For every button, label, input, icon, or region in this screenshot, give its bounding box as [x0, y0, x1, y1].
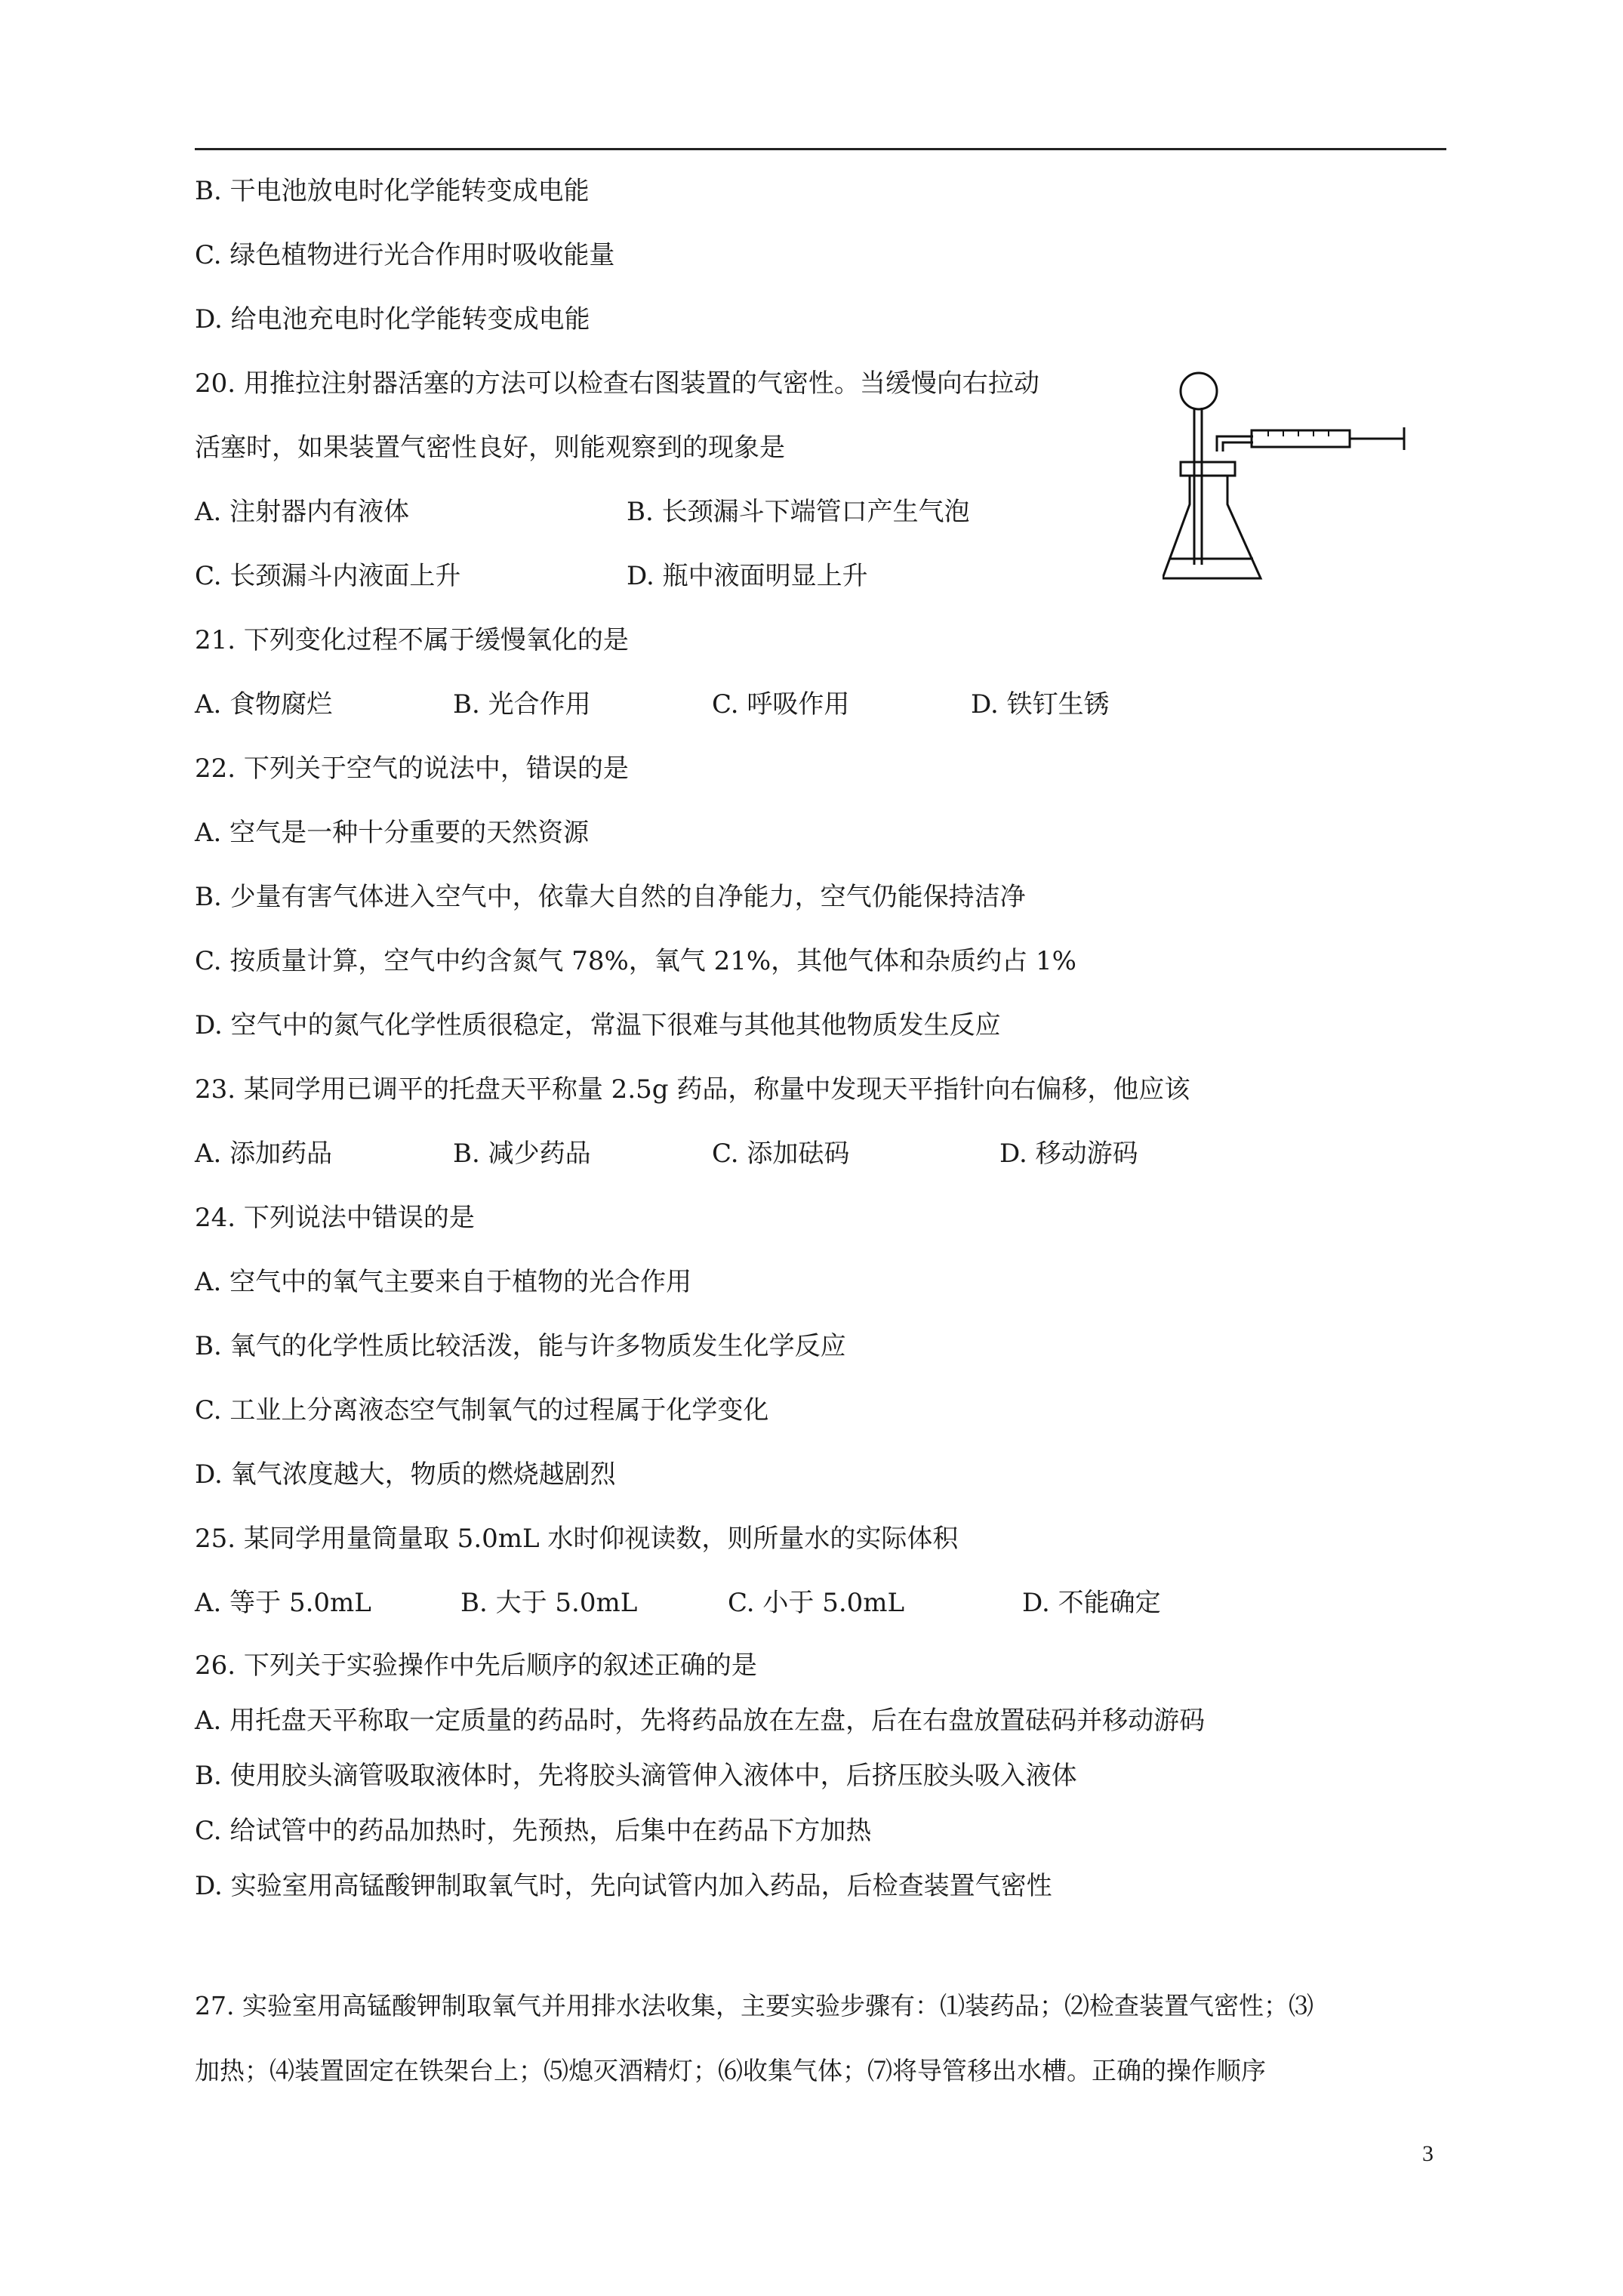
q22-option-d: D. 空气中的氮气化学性质很稳定，常温下很难与其他其他物质发生反应	[195, 1010, 1001, 1040]
q24-stem: 24. 下列说法中错误的是	[195, 1203, 475, 1233]
page-number: 3	[1422, 2141, 1434, 2166]
q19-option-c: C. 绿色植物进行光合作用时吸收能量	[195, 240, 615, 270]
q20-stem-line2: 活塞时，如果装置气密性良好，则能观察到的现象是	[195, 433, 785, 463]
q24-option-c: C. 工业上分离液态空气制氧气的过程属于化学变化	[195, 1395, 769, 1425]
q25-option-c: C. 小于 5.0mL	[728, 1588, 905, 1618]
q24-option-b: B. 氧气的化学性质比较活泼，能与许多物质发生化学反应	[195, 1331, 846, 1361]
q27-stem-line1: 27. 实验室用高锰酸钾制取氧气并用排水法收集，主要实验步骤有：⑴装药品；⑵检查装置气密性；⑶	[195, 1991, 1313, 2020]
q21-option-d: D. 铁钉生锈	[971, 689, 1110, 720]
q21-option-a: A. 食物腐烂	[195, 689, 333, 720]
q26-option-a: A. 用托盘天平称取一定质量的药品时，先将药品放在左盘，后在右盘放置砝码并移动游码	[195, 1706, 1206, 1736]
q27-stem-line2: 加热；⑷装置固定在铁架台上；⑸熄灭酒精灯；⑹收集气体；⑺将导管移出水槽。正确的操作顺序	[195, 2056, 1266, 2085]
q23-stem: 23. 某同学用已调平的托盘天平称量 2.5g 药品，称量中发现天平指针向右偏移，他应该	[195, 1074, 1190, 1105]
q26-option-b: B. 使用胶头滴管吸取液体时，先将胶头滴管伸入液体中，后挤压胶头吸入液体	[195, 1761, 1077, 1791]
q19-option-d: D. 给电池充电时化学能转变成电能	[195, 304, 590, 334]
q22-option-b: B. 少量有害气体进入空气中，依靠大自然的自净能力，空气仍能保持洁净	[195, 882, 1026, 912]
q23-option-b: B. 减少药品	[453, 1139, 591, 1169]
q23-option-a: A. 添加药品	[195, 1139, 333, 1169]
q22-stem: 22. 下列关于空气的说法中，错误的是	[195, 754, 629, 784]
q26-option-d: D. 实验室用高锰酸钾制取氧气时，先向试管内加入药品，后检查装置气密性	[195, 1871, 1052, 1901]
conical-flask	[1163, 476, 1261, 578]
q20-option-a: A. 注射器内有液体	[195, 497, 410, 527]
q21-option-b: B. 光合作用	[453, 689, 591, 720]
q20-option-b: B. 长颈漏斗下端管口产生气泡	[627, 497, 970, 527]
q25-option-b: B. 大于 5.0mL	[460, 1588, 638, 1618]
q20-stem-line1: 20. 用推拉注射器活塞的方法可以检查右图装置的气密性。当缓慢向右拉动	[195, 368, 1039, 399]
q21-stem: 21. 下列变化过程不属于缓慢氧化的是	[195, 625, 629, 655]
apparatus-diagram	[1163, 361, 1434, 587]
q25-option-a: A. 等于 5.0mL	[195, 1588, 371, 1618]
q21-option-c: C. 呼吸作用	[712, 689, 850, 720]
q23-option-d: D. 移动游码	[999, 1139, 1138, 1169]
q23-option-c: C. 添加砝码	[712, 1139, 850, 1169]
q22-option-c: C. 按质量计算，空气中约含氮气 78%，氧气 21%，其他气体和杂质约占 1%	[195, 946, 1076, 976]
q26-option-c: C. 给试管中的药品加热时，先预热，后集中在药品下方加热	[195, 1816, 872, 1846]
q24-option-d: D. 氧气浓度越大，物质的燃烧越剧烈	[195, 1459, 616, 1490]
q26-stem: 26. 下列关于实验操作中先后顺序的叙述正确的是	[195, 1650, 757, 1681]
q19-option-b: B. 干电池放电时化学能转变成电能	[195, 176, 590, 206]
funnel-bulb	[1181, 373, 1217, 409]
header-rule	[195, 148, 1446, 150]
q20-option-c: C. 长颈漏斗内液面上升	[195, 561, 461, 591]
q25-stem: 25. 某同学用量筒量取 5.0mL 水时仰视读数，则所量水的实际体积	[195, 1524, 959, 1554]
q24-option-a: A. 空气中的氧气主要来自于植物的光合作用	[195, 1267, 692, 1297]
stopper	[1181, 462, 1235, 476]
q22-option-a: A. 空气是一种十分重要的天然资源	[195, 818, 590, 848]
syringe-barrel	[1252, 430, 1350, 447]
q25-option-d: D. 不能确定	[1022, 1588, 1161, 1618]
q20-option-d: D. 瓶中液面明显上升	[627, 561, 868, 591]
